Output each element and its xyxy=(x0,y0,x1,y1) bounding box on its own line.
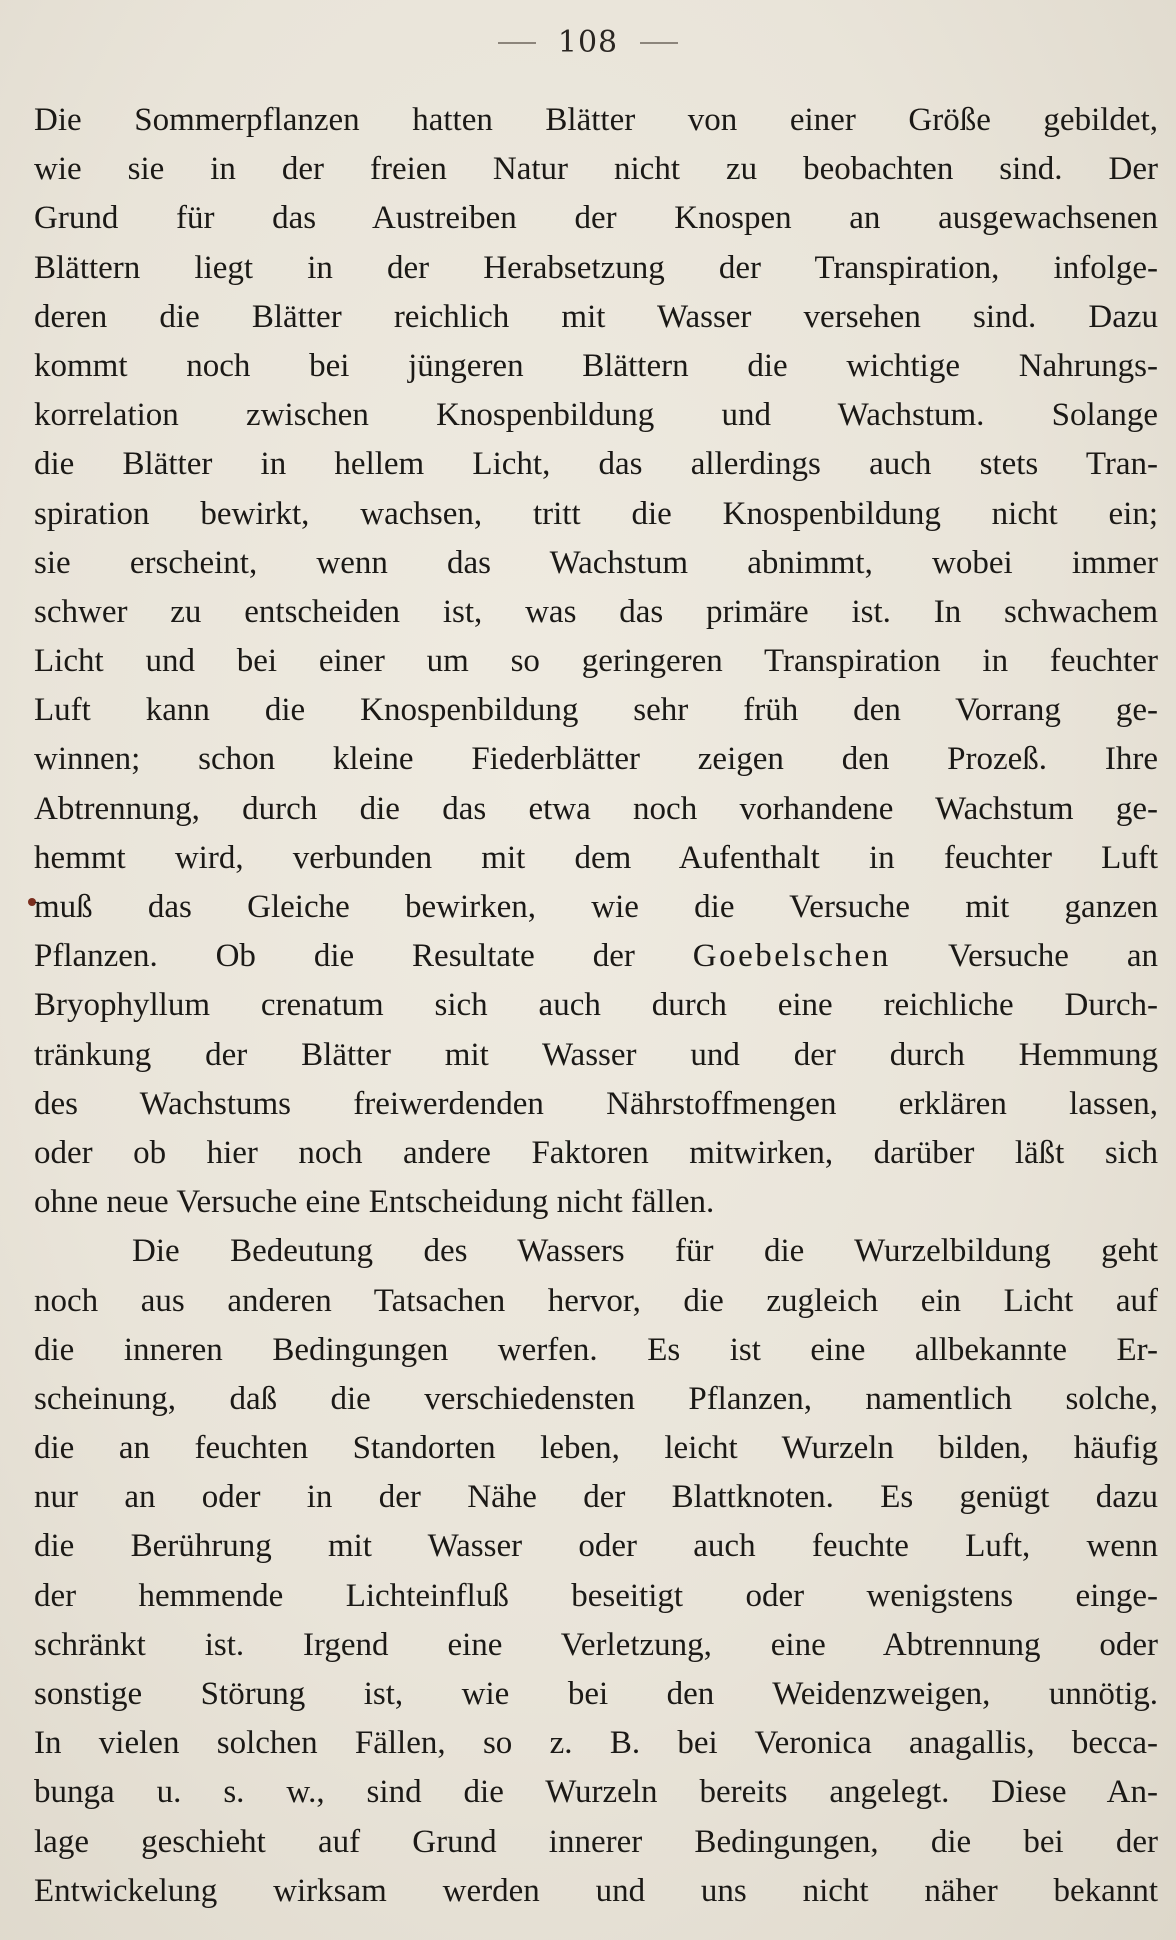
text-line: die an feuchten Standorten leben, leicht Wurzeln bilden, häufig xyxy=(34,1430,1158,1467)
text-line: Luft kann die Knospenbildung sehr früh den Vorrang ge- xyxy=(34,692,1158,729)
text-segment: Versuche an xyxy=(890,938,1158,975)
paragraph-1 xyxy=(34,96,1158,1227)
text-line: spiration bewirkt, wachsen, tritt die Knospenbildung nicht ein; xyxy=(34,495,1158,532)
text-line: scheinung, daß die verschiedensten Pflanzen, namentlich solche, xyxy=(34,1380,1158,1417)
text-line: In vielen solchen Fällen, so z. B. bei Veronica anagallis, becca- xyxy=(34,1725,1158,1762)
text-line: Grund für das Austreiben der Knospen an ausgewachsenen xyxy=(34,200,1158,237)
text-line: bunga u. s. w., sind die Wurzeln bereits angelegt. Diese An- xyxy=(34,1774,1158,1811)
text-line: winnen; schon kleine Fiederblätter zeigen den Prozeß. Ihre xyxy=(34,741,1158,778)
text-line: die Berührung mit Wasser oder auch feuchte Luft, wenn xyxy=(34,1528,1158,1565)
text-line: die inneren Bedingungen werfen. Es ist eine allbekannte Er- xyxy=(34,1331,1158,1368)
header-dash-left xyxy=(498,42,536,44)
text-line: Die Bedeutung des Wassers für die Wurzelbildung geht xyxy=(132,1233,1158,1270)
text-line: tränkung der Blätter mit Wasser und der durch Hemmung xyxy=(34,1036,1158,1073)
text-line: der hemmende Lichteinfluß beseitigt oder wenigstens einge- xyxy=(34,1577,1158,1614)
text-line: muß das Gleiche bewirken, wie die Versuche mit ganzen xyxy=(34,889,1158,925)
page-number: 108 xyxy=(557,25,619,60)
text-line: deren die Blätter reichlich mit Wasser versehen sind. Dazu xyxy=(34,298,1158,335)
text-line: des Wachstums freiwerdenden Nährstoffmengen erklären lassen, xyxy=(34,1085,1158,1122)
text-line: Die Sommerpflanzen hatten Blätter von einer Größe gebildet, xyxy=(34,102,1158,138)
paragraph-2 xyxy=(34,1227,1158,1916)
body-text xyxy=(34,96,1158,1916)
header-dash-right xyxy=(640,42,678,44)
text-line: ohne neue Versuche eine Entscheidung nicht fällen. xyxy=(34,1184,715,1221)
text-line: Entwickelung wirksam werden und uns nicht näher bekannt xyxy=(34,1872,1158,1909)
author-name-spaced: Goebelschen xyxy=(692,938,891,975)
page-header xyxy=(0,20,1176,64)
text-line: Licht und bei einer um so geringeren Transpiration in feuchter xyxy=(34,643,1158,680)
text-line: Abtrennung, durch die das etwa noch vorhandene Wachstum ge- xyxy=(34,790,1158,827)
text-line: sie erscheint, wenn das Wachstum abnimmt, wobei immer xyxy=(34,544,1158,581)
text-line: Bryophyllum crenatum sich auch durch eine reichliche Durch- xyxy=(34,987,1158,1024)
text-segment: Pflanzen. Ob die Resultate der xyxy=(34,938,693,975)
text-line: wie sie in der freien Natur nicht zu beobachten sind. Der xyxy=(34,151,1158,188)
text-line: kommt noch bei jüngeren Blättern die wichtige Nahrungs- xyxy=(34,347,1158,384)
text-line-goebel xyxy=(34,932,1158,981)
text-line: schwer zu entscheiden ist, was das primäre ist. In schwachem xyxy=(34,593,1158,630)
text-line: sonstige Störung ist, wie bei den Weidenzweigen, unnötig. xyxy=(34,1676,1158,1712)
text-line: die Blätter in hellem Licht, das allerdings auch stets Tran- xyxy=(34,446,1158,483)
text-line: schränkt ist. Irgend eine Verletzung, eine Abtrennung oder xyxy=(34,1626,1158,1663)
text-line: Blättern liegt in der Herabsetzung der Transpiration, infolge- xyxy=(34,249,1158,286)
text-line: nur an oder in der Nähe der Blattknoten. Es genügt dazu xyxy=(34,1479,1158,1516)
text-line: korrelation zwischen Knospenbildung und Wachstum. Solange xyxy=(34,397,1158,434)
text-line: hemmt wird, verbunden mit dem Aufenthalt in feuchter Luft xyxy=(34,839,1158,876)
text-line: oder ob hier noch andere Faktoren mitwirken, darüber läßt sich xyxy=(34,1134,1158,1171)
text-line: lage geschieht auf Grund innerer Bedingungen, die bei der xyxy=(34,1823,1158,1860)
text-line: noch aus anderen Tatsachen hervor, die zugleich ein Licht auf xyxy=(34,1282,1158,1319)
